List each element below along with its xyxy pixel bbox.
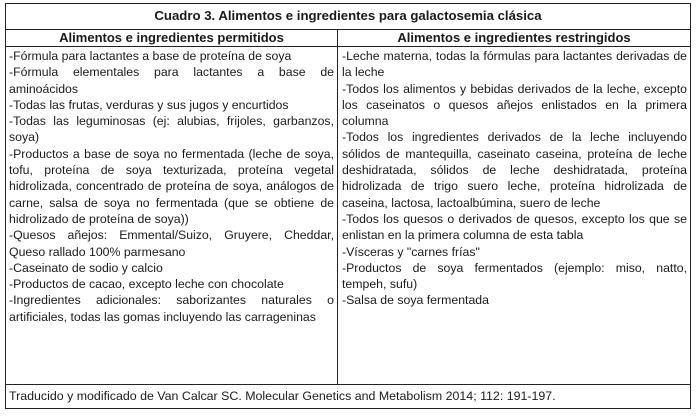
list-item: -Todas las frutas, verduras y sus jugos y encurtidos bbox=[9, 97, 289, 112]
restricted-header: Alimentos e ingredientes restringidos bbox=[338, 30, 690, 47]
restricted-list bbox=[338, 47, 690, 309]
list-item: -Quesos añejos: Emmental/Suizo, Gruyere, Cheddar, Queso rallado 100% parmesano bbox=[9, 228, 334, 259]
list-item: -Salsa de soya fermentada bbox=[342, 293, 489, 308]
permitted-column bbox=[6, 30, 338, 384]
list-item: -Ingredientes adicionales: saborizantes naturales o artificiales, todas las gomas incluyendo las carrageninas bbox=[9, 293, 334, 324]
list-item: -Vísceras y "carnes frías" bbox=[342, 244, 480, 259]
table-body bbox=[5, 29, 691, 385]
restricted-column bbox=[338, 30, 690, 384]
list-item: -Todos los alimentos y bebidas derivados de la leche, excepto los caseinatos o quesos añejos enlistados en la primera columna bbox=[342, 81, 687, 129]
list-item: -Fórmula elementales para lactantes a base de aminoácidos bbox=[9, 65, 334, 96]
list-item: -Todas las leguminosas (ej: alubias, frijoles, garbanzos, soya) bbox=[9, 114, 334, 145]
table-title: Cuadro 3. Alimentos e ingredientes para galactosemia clásica bbox=[5, 3, 691, 29]
list-item: -Leche materna, todas la fórmulas para lactantes derivadas de la leche bbox=[342, 49, 687, 80]
table-source-note: Traducido y modificado de Van Calcar SC. Molecular Genetics and Metabolism 2014; 112: 191-197. bbox=[5, 385, 691, 409]
food-table bbox=[5, 3, 691, 411]
list-item: -Productos a base de soya no fermentada (leche de soya, tofu, proteína de soya texturizada, proteína vegetal hidrolizada, concentrado de proteína de soya, análogos de carne, salsa de soya no fermentada (que se obtiene de hidrolizado de proteína de soya)) bbox=[9, 146, 334, 226]
list-item: -Productos de cacao, excepto leche con chocolate bbox=[9, 277, 284, 292]
list-item: -Productos de soya fermentados (ejemplo: miso, natto, tempeh, sufu) bbox=[342, 260, 687, 292]
list-item: -Todos los quesos o derivados de quesos, excepto los que se enlistan en la primera columna de esta tabla bbox=[342, 211, 687, 243]
list-item: -Caseinato de sodio y calcio bbox=[9, 260, 163, 275]
list-item: -Todos los ingredientes derivados de la leche incluyendo sólidos de mantequilla, caseinato caseina, proteína de leche deshidratada, sólidos de leche deshidratada, proteína hidrolizada de trigo suero leche, proteína hidrolizada de caseina, lactosa, lactoalbúmina, suero de leche bbox=[342, 130, 687, 210]
list-item: -Fórmula para lactantes a base de proteína de soya bbox=[9, 49, 292, 63]
permitted-list bbox=[6, 47, 337, 325]
permitted-header: Alimentos e ingredientes permitidos bbox=[6, 30, 337, 47]
